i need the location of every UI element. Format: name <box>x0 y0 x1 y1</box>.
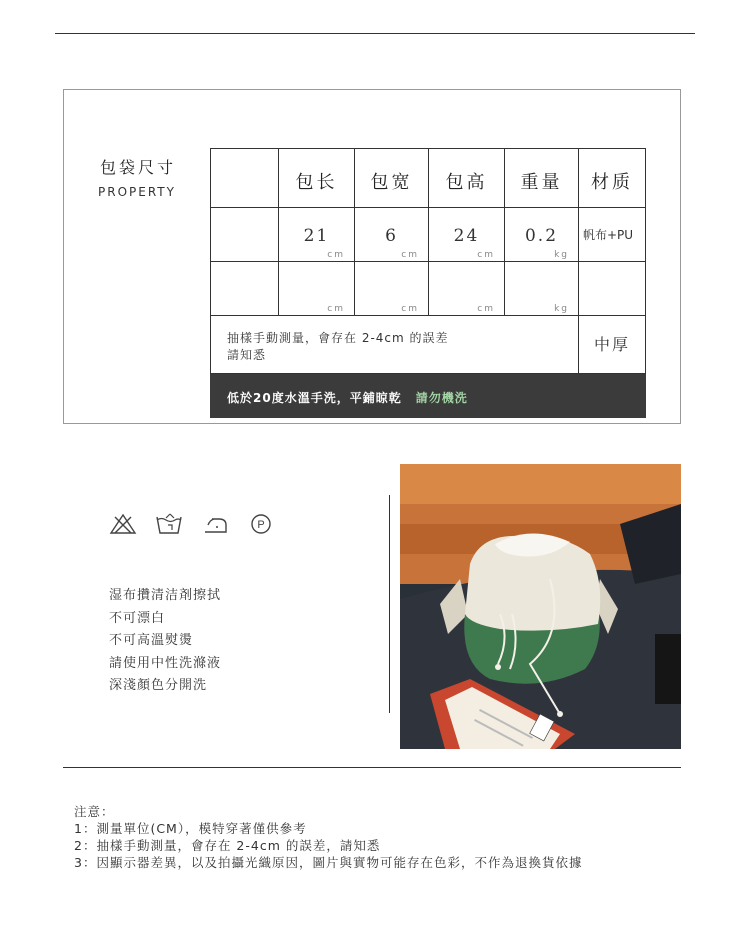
no-bleach-icon <box>108 512 138 536</box>
hand-wash-icon <box>154 512 184 536</box>
thickness-cell: 中厚 <box>579 316 646 374</box>
size-table <box>210 148 646 418</box>
care-line: 不可漂白 <box>109 610 166 626</box>
weight-cell: 0.2 kg <box>505 208 579 262</box>
top-divider <box>55 33 695 34</box>
care-line: 請使用中性洗滌液 <box>109 655 222 671</box>
material-cell: 帆布+PU <box>579 208 646 262</box>
care-line: 不可高溫熨燙 <box>109 633 194 648</box>
table-cell: cm <box>355 262 429 316</box>
wash-instruction-text: 低於20度水溫手洗，平鋪晾乾 <box>227 391 402 405</box>
table-note-row <box>210 316 646 374</box>
table-cell: cm <box>429 262 505 316</box>
notice-section <box>74 803 582 871</box>
spec-panel <box>63 89 681 424</box>
no-machine-wash-text: 請勿機洗 <box>415 391 468 405</box>
header-weight: 重量 <box>505 148 579 208</box>
header-width: 包宽 <box>355 148 429 208</box>
table-cell <box>210 262 279 316</box>
measurement-note-line: 請知悉 <box>227 348 267 362</box>
care-line: 湿布攢清洁剤擦拭 <box>109 588 222 603</box>
header-height: 包高 <box>429 148 505 208</box>
table-cell <box>579 262 646 316</box>
table-cell <box>210 148 279 208</box>
spec-subtitle: PROPERTY <box>98 185 176 199</box>
length-cell: 21 cm <box>279 208 355 262</box>
product-photo <box>400 464 681 749</box>
measurement-note <box>210 316 579 374</box>
bottom-divider <box>63 767 681 768</box>
low-iron-icon <box>200 512 230 536</box>
table-cell: cm <box>279 262 355 316</box>
width-cell: 6 cm <box>355 208 429 262</box>
table-header-row <box>210 148 646 208</box>
height-cell: 24 cm <box>429 208 505 262</box>
bag-photo-illustration <box>400 464 681 749</box>
svg-text:P: P <box>257 519 265 531</box>
spec-title: 包袋尺寸 <box>100 158 177 177</box>
table-row <box>210 208 646 262</box>
notice-item: 2：抽樣手動測量，會存在 2-4cm 的誤差，請知悉 <box>74 838 381 853</box>
measurement-note-line: 抽樣手動測量，會存在 2-4cm 的誤差 <box>227 331 449 345</box>
notice-title: 注意： <box>74 804 115 819</box>
care-line: 深淺顏色分開洗 <box>109 678 208 693</box>
header-material: 材质 <box>579 148 646 208</box>
wash-instruction-bar <box>210 374 646 418</box>
table-row <box>210 262 646 316</box>
table-cell <box>210 208 279 262</box>
notice-item: 1：測量單位(CM），模特穿著僅供參考 <box>74 821 307 836</box>
table-cell: kg <box>505 262 579 316</box>
care-icons <box>108 512 292 536</box>
header-length: 包长 <box>279 148 355 208</box>
care-instructions <box>109 585 221 698</box>
notice-item: 3：因顯示器差異，以及拍攝光織原因，圖片與實物可能存在色彩，不作為退換貨依據 <box>74 855 583 870</box>
dry-clean-p-icon <box>246 512 276 536</box>
section-divider <box>389 495 390 713</box>
